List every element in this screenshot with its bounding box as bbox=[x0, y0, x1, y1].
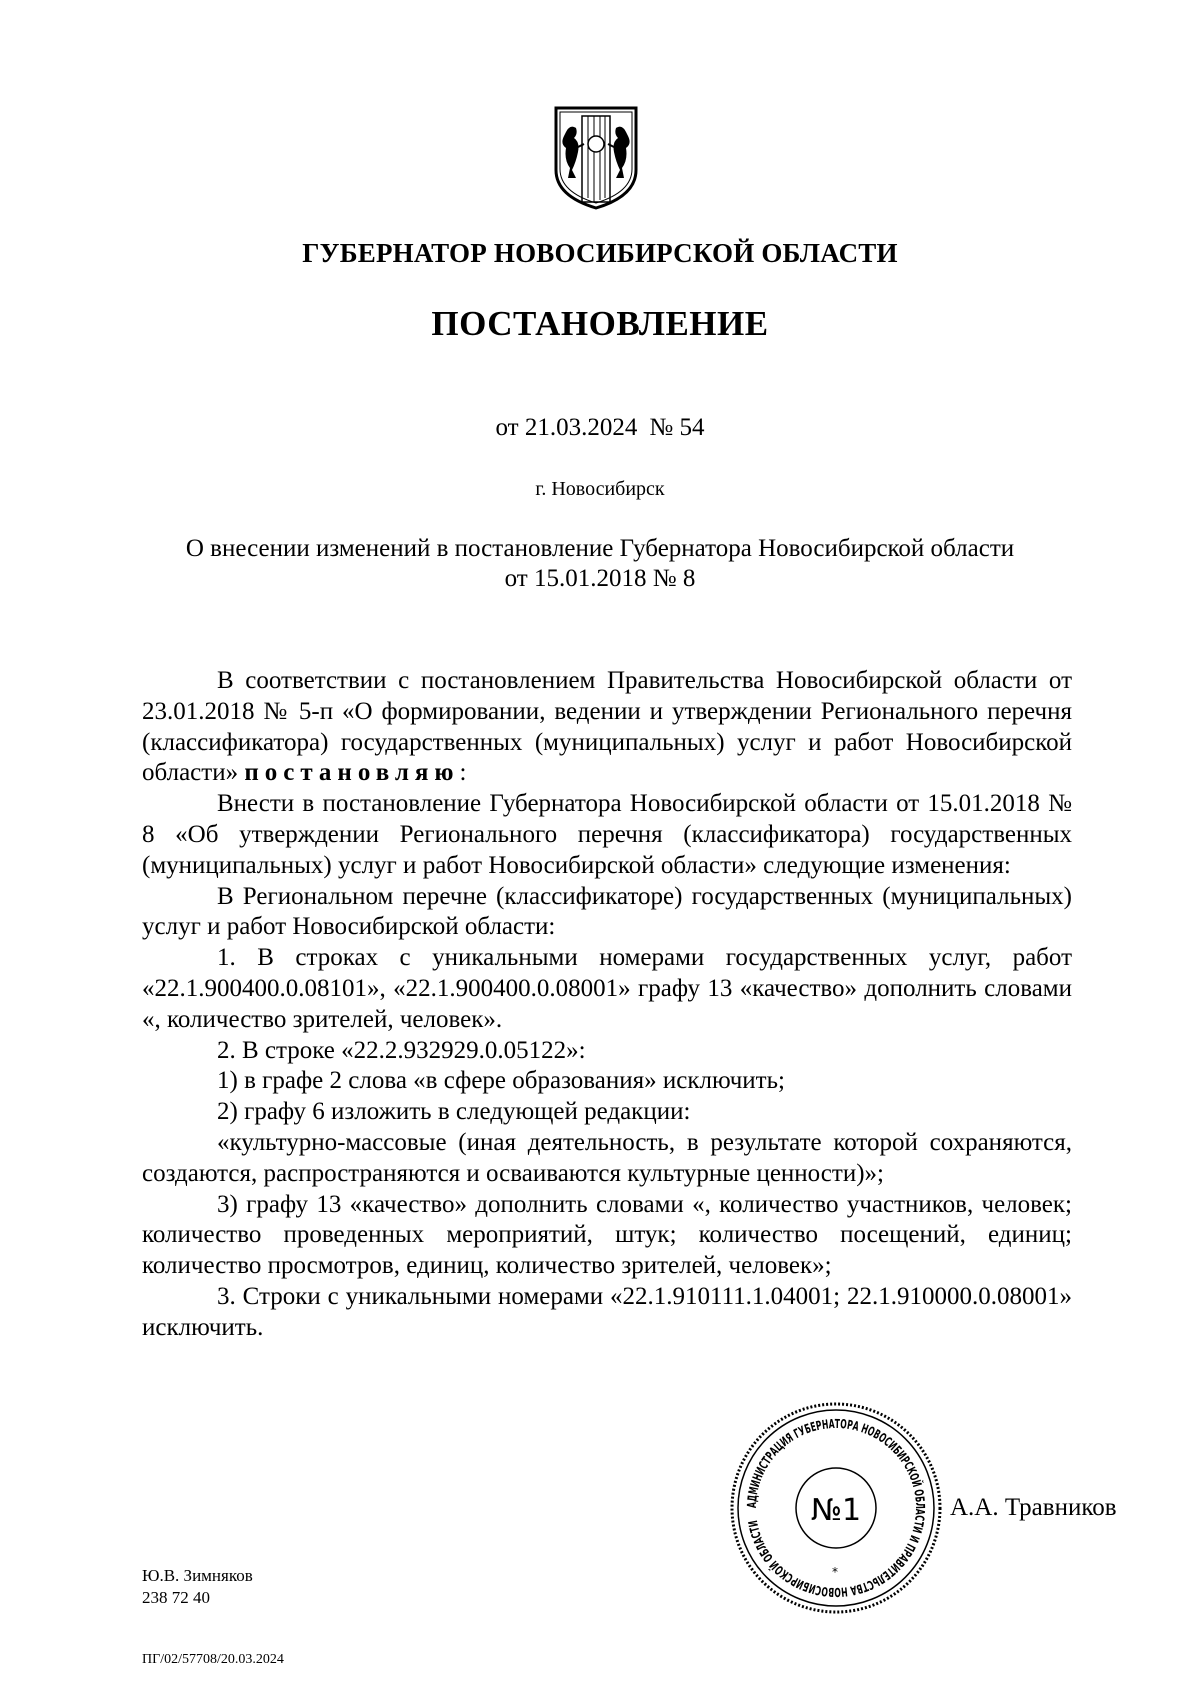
executor-phone: 238 72 40 bbox=[142, 1588, 210, 1607]
date-and-number bbox=[0, 414, 1200, 442]
seal-ring-text: АДМИНИСТРАЦИЯ ГУБЕРНАТОРА НОВОСИБИРСКОЙ ОБЛАСТИ И ПРАВИТЕЛЬСТВА НОВОСИБИРСКОЙ ОБЛАСТИ bbox=[743, 1415, 929, 1601]
item-2-sub-2-text: «культурно-массовые (иная деятельность, в результате которой сохраняются, создаются, распространяются и осваиваются культурные ценности)»; bbox=[142, 1128, 1072, 1187]
document-number: № 54 bbox=[649, 414, 705, 441]
paragraph-amendment-intro: Внести в постановление Губернатора Новосибирской области от 15.01.2018 № 8 «Об утверждении Регионального перечня (классификатора) государственных (муниципальных) услуг и работ Новосибирской области» следующие изменения: bbox=[142, 790, 1072, 879]
document-subject bbox=[130, 534, 1070, 594]
signatory-name: А.А. Травников bbox=[950, 1494, 1117, 1521]
item-2: 2. В строке «22.2.932929.0.05122»: bbox=[217, 1036, 586, 1064]
seal-number: №1 bbox=[810, 1493, 862, 1528]
place-of-issue: г. Новосибирск bbox=[535, 478, 665, 500]
issuing-authority: ГУБЕРНАТОР НОВОСИБИРСКОЙ ОБЛАСТИ bbox=[302, 238, 898, 268]
item-2-sub-1: 1) в графе 2 слова «в сфере образования» исключить; bbox=[217, 1067, 785, 1095]
subject-line-1: О внесении изменений в постановление Губернатора Новосибирской области bbox=[185, 535, 1015, 562]
document-body bbox=[142, 666, 1072, 1344]
item-3: 3. Строки с уникальными номерами «22.1.910111.1.04001; 22.1.910000.0.08001» исключить. bbox=[142, 1282, 1072, 1341]
document-type-title: ПОСТАНОВЛЕНИЕ bbox=[431, 304, 769, 343]
document-date: от 21.03.2024 bbox=[495, 414, 638, 441]
item-2-sub-2: 2) графу 6 изложить в следующей редакции: bbox=[217, 1098, 691, 1126]
preamble-text: В соответствии с постановлением Правительства Новосибирской области от 23.01.2018 № 5-п «О формировании, ведении и утверждении Регионального перечня (классификатора) государственных (муниципальных) услуг и работ Новосибирской области» bbox=[142, 667, 1072, 787]
paragraph-preamble bbox=[142, 666, 1072, 789]
executor-name: Ю.В. Зимняков bbox=[142, 1566, 253, 1585]
coat-of-arms-icon bbox=[552, 104, 640, 212]
paragraph-register-intro: В Региональном перечне (классификаторе) государственных (муниципальных) услуг и работ Новосибирской области: bbox=[142, 882, 1072, 941]
decree-word: постановляю bbox=[244, 759, 460, 787]
item-1: 1. В строках с уникальными номерами государственных услуг, работ «22.1.900400.0.08101», «22.1.900400.0.08001» графу 13 «качество» дополнить словами «, количество зрителей, человек». bbox=[142, 944, 1072, 1033]
official-seal bbox=[726, 1398, 946, 1618]
subject-line-2: от 15.01.2018 № 8 bbox=[504, 565, 696, 592]
item-2-sub-3: 3) графу 13 «качество» дополнить словами «, количество участников, человек; количество проведенных мероприятий, штук; количество посещений, единиц; количество просмотров, единиц, количество зрителей, человек»; bbox=[142, 1190, 1072, 1280]
svg-text:*: * bbox=[832, 1565, 838, 1579]
preamble-colon: : bbox=[459, 759, 467, 787]
registration-number: ПГ/02/57708/20.03.2024 bbox=[142, 1652, 284, 1667]
executor-block bbox=[142, 1565, 253, 1609]
